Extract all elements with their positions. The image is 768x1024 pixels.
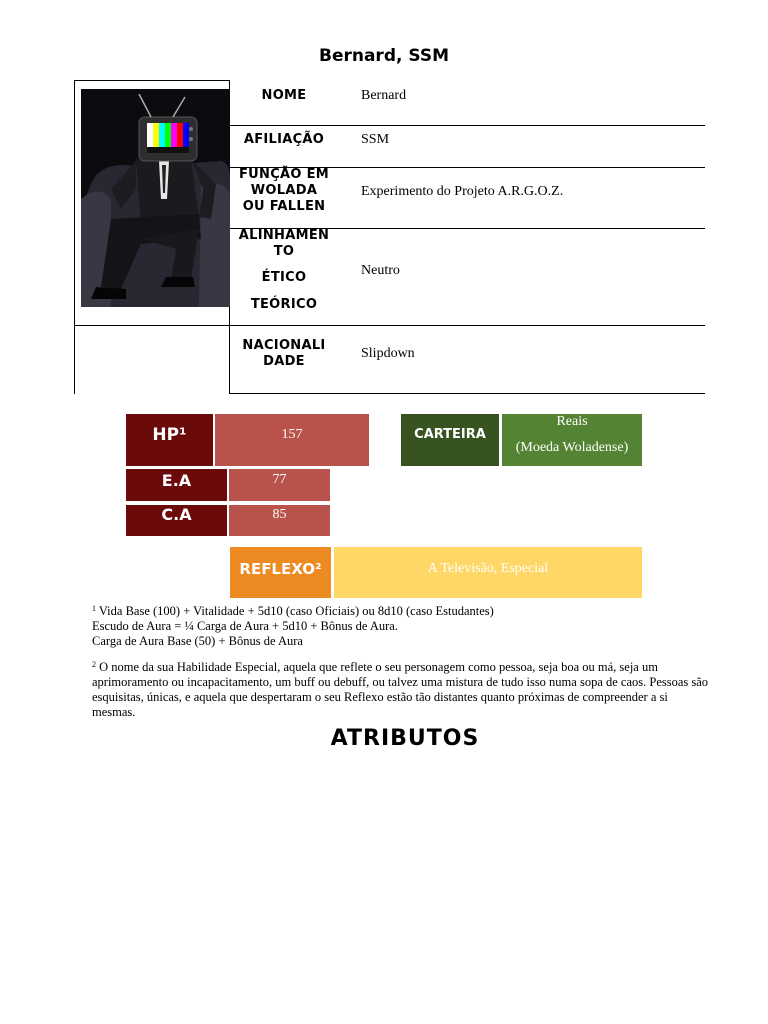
value-funcao: Experimento do Projeto A.R.G.O.Z.: [361, 184, 564, 199]
value-alinhamento: Neutro: [361, 263, 400, 278]
ea-label: E.A: [126, 469, 227, 501]
ea-value: 77: [229, 469, 330, 501]
tv-head-figure-image: [81, 89, 230, 307]
label-nacionalidade: NACIONALI DADE: [242, 338, 326, 369]
hp-value: 157: [215, 414, 369, 466]
ca-label: C.A: [126, 505, 227, 536]
wallet-label: CARTEIRA: [401, 414, 499, 466]
reflex-value: A Televisão, Especial: [334, 547, 642, 598]
character-portrait: [81, 89, 230, 307]
section-heading-atributos: ATRIBUTOS: [330, 726, 480, 751]
page-title: Bernard, SSM: [318, 46, 449, 66]
value-nacionalidade: Slipdown: [361, 346, 415, 361]
footnote-1: $^1$ Vida Base (100) + Vitalidade + 5d10 (caso Oficiais) ou 8d10 (caso Estudantes) Escudo de Aura = ¼ Carga de Aura + 5d10 + Bônus de Aura. Carga de Aura Base (50) + Bônus de Aura: [92, 604, 494, 648]
label-nome: NOME: [261, 88, 307, 103]
label-afiliacao: AFILIAÇÃO: [243, 132, 325, 147]
reflex-label: REFLEXO²: [230, 547, 331, 598]
hp-label: HP¹: [126, 414, 213, 466]
value-nome: Bernard: [361, 88, 407, 103]
ca-value: 85: [229, 505, 330, 536]
label-funcao: FUNÇÃO EM WOLADA OU FALLEN: [238, 167, 329, 214]
label-alinhamento: ALINHAMEN TO ÉTICO TEÓRICO: [238, 228, 330, 312]
footnote-2: $^2$ O nome da sua Habilidade Especial, aquela que reflete o seu personagem como pessoa, seja boa ou má, seja um aprimoramento ou incapacitamento, um buff ou debuff, ou talvez uma mistura de tudo isso numa sopa de caos. Pessoas são esquisitas, únicas, e aquela que despertaram o seu Reflexo estão tão distantes quanto próximas de compreender a si mesmas.: [92, 660, 709, 719]
wallet-value: Reais (Moeda Woladense): [502, 414, 642, 466]
value-afiliacao: SSM: [361, 132, 390, 147]
